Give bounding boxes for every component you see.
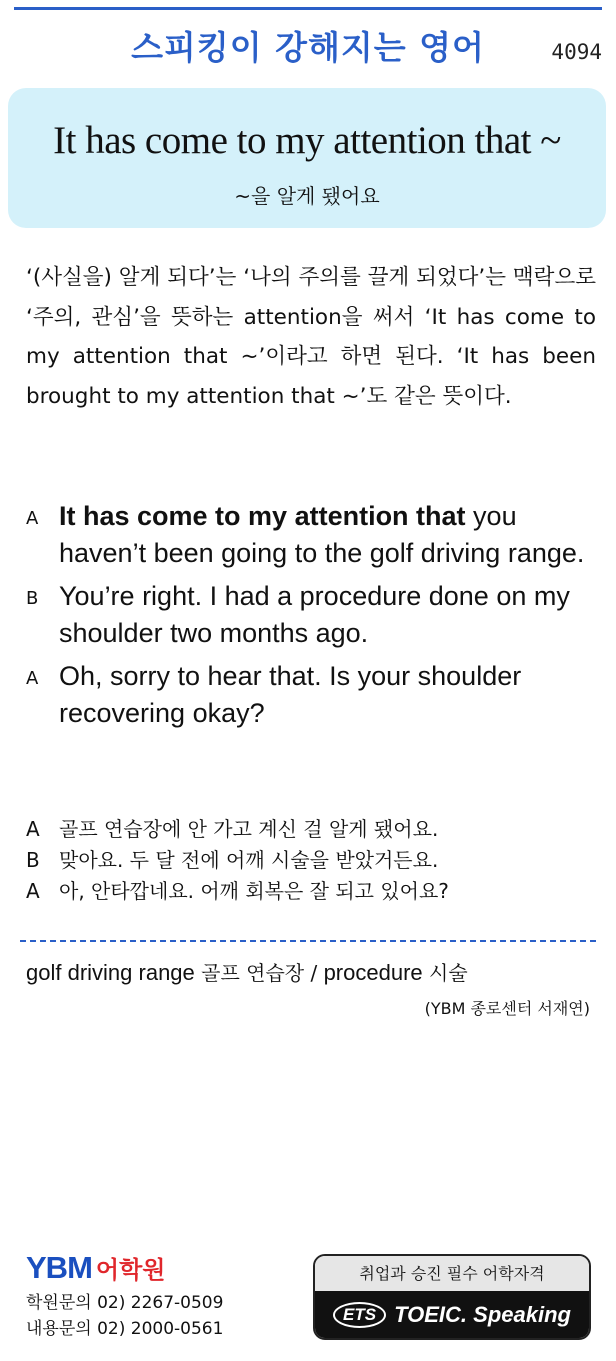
translation-text: 맞아요. 두 달 전에 어깨 시술을 받았거든요. bbox=[59, 848, 439, 872]
vocab-term: golf driving range bbox=[26, 960, 195, 985]
vocab-meaning: 골프 연습장 bbox=[201, 961, 305, 985]
issue-number: 4094 bbox=[551, 40, 602, 64]
translation bbox=[26, 814, 596, 907]
speaker-label: A bbox=[26, 817, 40, 841]
speaker-label: B bbox=[26, 848, 40, 872]
contact-info bbox=[26, 1290, 223, 1342]
translation-text: 골프 연습장에 안 가고 계신 걸 알게 됐어요. bbox=[59, 817, 439, 841]
vocab-separator: / bbox=[304, 961, 324, 985]
author-credit: (YBM 종로센터 서재연) bbox=[424, 999, 590, 1018]
ybm-footer bbox=[26, 1250, 223, 1342]
toeic-speaking-badge bbox=[313, 1254, 591, 1340]
brand-name: YBM bbox=[26, 1250, 92, 1285]
column-title: 스피킹이 강해지는 영어 bbox=[131, 28, 485, 67]
badge-caption: 취업과 승진 필수 어학자격 bbox=[315, 1256, 589, 1291]
speaker-label: A bbox=[26, 508, 39, 529]
dialogue-text: It has come to my attention that you haven’t been going to the golf driving range. bbox=[59, 501, 585, 568]
vocab-meaning: 시술 bbox=[429, 961, 468, 985]
contact-line: 학원문의 02) 2267-0509 bbox=[26, 1293, 224, 1313]
dashed-divider bbox=[20, 940, 596, 942]
speaker-label: A bbox=[26, 668, 39, 689]
speaker-label: B bbox=[26, 588, 39, 609]
translation-line bbox=[26, 876, 596, 907]
badge-logo bbox=[315, 1291, 589, 1338]
toeic-speaking-logo: TOEIC. Speaking bbox=[394, 1301, 571, 1327]
speaker-label: A bbox=[26, 879, 40, 903]
ybm-logo bbox=[26, 1250, 223, 1286]
explanation-text: ‘(사실을) 알게 되다’는 ‘나의 주의를 끌게 되었다’는 맥락으로 ‘주의, 관심’을 뜻하는 attention을 써서 ‘It has come to my attention that ~’이라고 하면 된다. ‘It has been brought to my attention that ~’도 같은 뜻이다. bbox=[26, 265, 596, 409]
ets-logo: ETS bbox=[333, 1302, 386, 1328]
dialogue-text: Oh, sorry to hear that. Is your shoulder recovering okay? bbox=[59, 661, 522, 728]
dialogue-line bbox=[26, 578, 596, 652]
vocab-term: procedure bbox=[323, 960, 423, 985]
contact-line: 내용문의 02) 2000-0561 bbox=[26, 1319, 224, 1339]
translation-text: 아, 안타깝네요. 어깨 회복은 잘 되고 있어요? bbox=[59, 879, 449, 903]
vocabulary bbox=[26, 958, 596, 988]
expression-box bbox=[8, 88, 606, 228]
key-expression: It has come to my attention that bbox=[59, 501, 466, 531]
translation-line bbox=[26, 814, 596, 845]
dialogue-text: You’re right. I had a procedure done on my shoulder two months ago. bbox=[59, 581, 570, 648]
dialogue-line bbox=[26, 658, 596, 732]
expression-korean: ~을 알게 됐어요 bbox=[234, 184, 380, 208]
brand-sub: 어학원 bbox=[95, 1256, 166, 1284]
dialogue bbox=[26, 498, 596, 738]
top-rule bbox=[14, 7, 602, 10]
dialogue-line bbox=[26, 498, 596, 572]
expression-english: It has come to my attention that ~ bbox=[53, 119, 561, 162]
translation-line bbox=[26, 845, 596, 876]
